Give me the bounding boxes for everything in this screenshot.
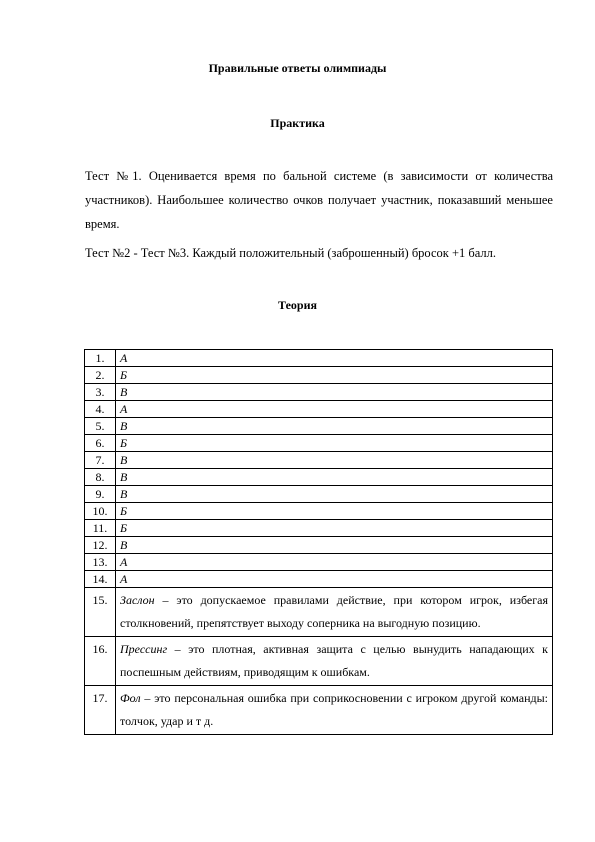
table-row bbox=[85, 588, 553, 637]
answer-value: А bbox=[116, 554, 553, 571]
answer-number: 5. bbox=[85, 418, 116, 435]
answer-number: 10. bbox=[85, 503, 116, 520]
answer-value: В bbox=[116, 469, 553, 486]
answer-number: 12. bbox=[85, 537, 116, 554]
answer-number: 7. bbox=[85, 452, 116, 469]
answer-value: Б bbox=[116, 367, 553, 384]
table-row bbox=[85, 401, 553, 418]
table-row bbox=[85, 418, 553, 435]
answer-number: 15. bbox=[85, 588, 116, 637]
table-row bbox=[85, 637, 553, 686]
practice-paragraph-2: Тест №2 - Тест №3. Каждый положительный (заброшенный) бросок +1 балл. bbox=[85, 246, 497, 260]
answer-value: А bbox=[116, 571, 553, 588]
answer-number: 4. bbox=[85, 401, 116, 418]
theory-heading: Теория bbox=[278, 298, 317, 312]
table-row bbox=[85, 435, 553, 452]
definition-cell bbox=[116, 686, 553, 735]
table-row bbox=[85, 350, 553, 367]
answer-number: 6. bbox=[85, 435, 116, 452]
answer-value: В bbox=[116, 486, 553, 503]
definition-term: Прессинг bbox=[120, 642, 168, 656]
answer-number: 11. bbox=[85, 520, 116, 537]
answer-value: В bbox=[116, 418, 553, 435]
definition-term: Фол bbox=[120, 691, 141, 705]
answer-number: 9. bbox=[85, 486, 116, 503]
table-row bbox=[85, 537, 553, 554]
table-row bbox=[85, 520, 553, 537]
answer-value: А bbox=[116, 350, 553, 367]
table-row bbox=[85, 452, 553, 469]
answer-number: 17. bbox=[85, 686, 116, 735]
practice-paragraph-1: Тест №1. Оценивается время по бальной системе (в зависимости от количества участников). Наибольшее количество очков получает участник, показавший меньшее время. bbox=[85, 169, 553, 231]
answer-number: 1. bbox=[85, 350, 116, 367]
answer-value: В bbox=[116, 452, 553, 469]
definition-text: – это персональная ошибка при соприкосновении с игроком другой команды: толчок, удар и т д. bbox=[120, 691, 548, 728]
definition-term: Заслон bbox=[120, 593, 155, 607]
table-row bbox=[85, 469, 553, 486]
answer-number: 3. bbox=[85, 384, 116, 401]
definition-cell bbox=[116, 637, 553, 686]
table-row bbox=[85, 367, 553, 384]
table-row bbox=[85, 503, 553, 520]
table-row bbox=[85, 554, 553, 571]
table-row bbox=[85, 384, 553, 401]
definition-text: – это плотная, активная защита с целью вынудить нападающих к поспешным действиям, приводящим к ошибкам. bbox=[120, 642, 548, 679]
answer-number: 13. bbox=[85, 554, 116, 571]
definition-text: – это допускаемое правилами действие, при котором игрок, избегая столкновений, препятствует выходу соперника на выгодную позицию. bbox=[120, 593, 548, 630]
definition-cell bbox=[116, 588, 553, 637]
table-row bbox=[85, 571, 553, 588]
table-row bbox=[85, 686, 553, 735]
answer-number: 2. bbox=[85, 367, 116, 384]
answer-value: Б bbox=[116, 503, 553, 520]
answer-value: А bbox=[116, 401, 553, 418]
answer-value: Б bbox=[116, 435, 553, 452]
document-title: Правильные ответы олимпиады bbox=[208, 61, 387, 75]
table-row bbox=[85, 486, 553, 503]
answer-number: 14. bbox=[85, 571, 116, 588]
answer-number: 16. bbox=[85, 637, 116, 686]
answer-value: В bbox=[116, 537, 553, 554]
answers-table bbox=[84, 349, 553, 735]
answer-value: В bbox=[116, 384, 553, 401]
practice-heading: Практика bbox=[270, 116, 325, 130]
answer-number: 8. bbox=[85, 469, 116, 486]
answer-value: Б bbox=[116, 520, 553, 537]
